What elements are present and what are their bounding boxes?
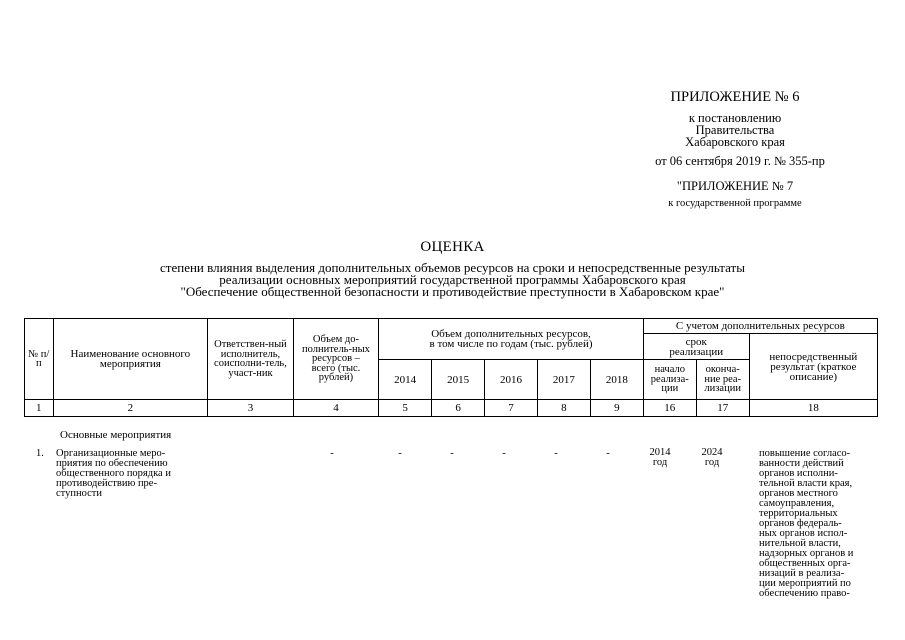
document-heading: ОЦЕНКА (420, 239, 485, 255)
row-1-result-line: повышение согласо- (759, 448, 851, 459)
colnum-7: 7 (485, 400, 538, 417)
row-1-result-line: общественных орга- (759, 558, 851, 569)
row-1-year-2018: - (606, 448, 610, 459)
row-1-result-line: низаций в реализа- (759, 568, 845, 579)
colnum-5: 5 (379, 400, 432, 417)
header-with-resources: С учетом дополнительных ресурсов (643, 319, 877, 334)
row-1-result-line: тельной власти края, (759, 478, 853, 489)
row-1-num: 1. (36, 448, 44, 459)
row-1-result-line: ванности действий (759, 458, 844, 469)
header-num: № п/п (25, 319, 54, 400)
row-1-year-2015: - (450, 448, 454, 459)
colnum-1: 1 (25, 400, 54, 417)
row-1-year-2014: - (398, 448, 402, 459)
appendix7-to-program: к государственной программе (668, 198, 802, 209)
header-year-2017: 2017 (537, 360, 590, 400)
document-title-line-3: "Обеспечение общественной безопасности и противодействие преступности в Хабаровском крае" (180, 284, 725, 299)
row-1-result-line: надзорных органов и (759, 548, 854, 559)
appendix-title: ПРИЛОЖЕНИЕ № 6 (670, 89, 800, 105)
row-1-total: - (330, 448, 334, 459)
header-name: Наименование основного мероприятия (53, 319, 208, 400)
colnum-8: 8 (537, 400, 590, 417)
appendix7-title: "ПРИЛОЖЕНИЕ № 7 (676, 179, 794, 193)
section-label: Основные мероприятия (60, 429, 172, 441)
row-1-end-unit: год (704, 457, 720, 468)
appendix-government: Правительства (695, 123, 775, 137)
header-volume-years: Объем дополнительных ресурсов, в том числе по годам (тыс. рублей) (379, 319, 644, 360)
row-1-result-line: нительной власти, (759, 538, 841, 549)
resources-table (24, 318, 878, 417)
colnum-16: 16 (643, 400, 696, 417)
row-1-name-line: противодействию пре- (56, 478, 157, 489)
header-year-2018: 2018 (590, 360, 643, 400)
row-1-year-2017: - (554, 448, 558, 459)
row-1-result-line: органов исполни- (759, 468, 838, 479)
header-volume-total: Объем до-полнитель-ных ресурсов – всего (тыс. рублей) (293, 319, 379, 400)
document-title-line-1: степени влияния выделения дополнительных объемов ресурсов на сроки и непосредственные результаты (160, 260, 745, 275)
row-1-result-line: самоуправления, (759, 498, 835, 509)
row-1-result-line: территориальных (759, 508, 838, 519)
row-1-name (56, 449, 206, 499)
header-responsible: Ответствен-ный исполнитель, соисполни-тель, участ-ник (208, 319, 294, 400)
column-numbers-row (25, 400, 878, 417)
row-1-end-year: 2024 (701, 447, 723, 458)
row-1-result-line: органов федераль- (759, 518, 842, 529)
row-1-result (759, 449, 879, 599)
row-1-start (634, 448, 686, 468)
document-title-line-2: реализации основных мероприятий государственной программы Хабаровского края (219, 272, 686, 287)
row-1-result-line: ных органов испол- (759, 528, 848, 539)
colnum-6: 6 (432, 400, 485, 417)
header-year-2014: 2014 (379, 360, 432, 400)
row-1-name-line: ступности (56, 488, 102, 499)
colnum-17: 17 (696, 400, 749, 417)
row-1-start-year: 2014 (649, 447, 671, 458)
header-term: срок реализации (643, 334, 749, 360)
appendix-region: Хабаровского края (685, 135, 785, 149)
appendix-to-resolution: к постановлению (688, 111, 782, 125)
header-year-2016: 2016 (485, 360, 538, 400)
colnum-2: 2 (53, 400, 208, 417)
row-1-year-2016: - (502, 448, 506, 459)
colnum-9: 9 (590, 400, 643, 417)
header-result: непосредственный результат (краткое описание) (749, 334, 877, 400)
colnum-18: 18 (749, 400, 877, 417)
colnum-3: 3 (208, 400, 294, 417)
header-start: начало реализа-ции (643, 360, 696, 400)
row-1-result-line: органов местного (759, 488, 838, 499)
row-1-result-line: обеспечению право- (759, 588, 850, 599)
header-end: оконча-ние реа-лизации (696, 360, 749, 400)
row-1-name-line: приятия по обеспечению (56, 458, 168, 469)
row-1-name-line: Организационные меро- (56, 448, 166, 459)
colnum-4: 4 (293, 400, 379, 417)
header-year-2015: 2015 (432, 360, 485, 400)
appendix-date-line: от 06 сентября 2019 г. № 355-пр (655, 154, 825, 168)
row-1-name-line: общественного порядка и (56, 468, 171, 479)
row-1-end (686, 448, 738, 468)
row-1-start-unit: год (652, 457, 668, 468)
row-1-result-line: ции мероприятий по (759, 578, 851, 589)
